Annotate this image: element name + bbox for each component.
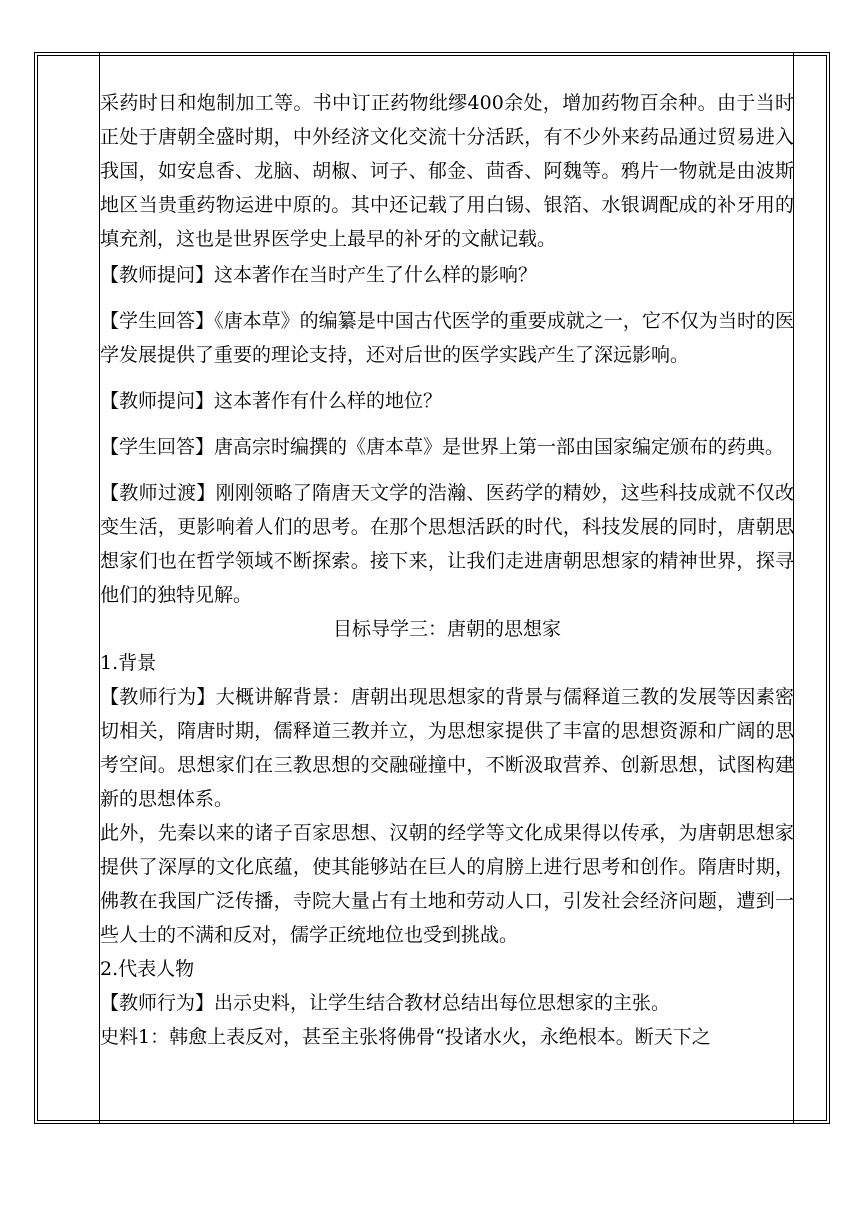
historical-source-1: 史料1：韩愈上表反对，甚至主张将佛骨“投诸水火，永绝根本。断天下之	[100, 1026, 711, 1048]
teacher-question-status: 【教师提问】这本著作有什么样的地位？	[100, 390, 443, 412]
teacher-question-influence: 【教师提问】这本著作在当时产生了什么样的影响？	[100, 264, 538, 286]
teacher-action-sources: 【教师行为】出示史料，让学生结合教材总结出每位思想家的主张。	[100, 992, 671, 1014]
lesson-content	[100, 86, 794, 1054]
paragraph-background-continued: 此外，先秦以来的诸子百家思想、汉朝的经学等文化成果得以传承，为唐朝思想家提供了深厚的文化底蕴，使其能够站在巨人的肩膀上进行思考和创作。隋唐时期，佛教在我国广泛传播，寺院大量占有土地和劳动人口，引发社会经济问题，遭到一些人士的不满和反对，儒学正统地位也受到挑战。	[100, 822, 794, 946]
student-answer-influence: 【学生回答】《唐本草》的编纂是中国古代医学的重要成就之一，它不仅为当时的医学发展提供了重要的理论支持，还对后世的医学实践产生了深远影响。	[100, 310, 794, 366]
section-heading-thinkers: 目标导学三：唐朝的思想家	[332, 618, 561, 640]
teacher-transition: 【教师过渡】刚刚领略了隋唐天文学的浩瀚、医药学的精妙，这些科技成就不仅改变生活，更影响着人们的思考。在那个思想活跃的时代，科技发展的同时，唐朝思想家们也在哲学领域不断探索。接下来，让我们走进唐朝思想家的精神世界，探寻他们的独特见解。	[100, 482, 794, 606]
subheading-representatives: 2.代表人物	[100, 958, 195, 980]
subheading-background: 1.背景	[100, 652, 157, 674]
paragraph-tang-bencao-detail: 采药时日和炮制加工等。书中订正药物纰缪400余处，增加药物百余种。由于当时正处于唐朝全盛时期，中外经济文化交流十分活跃，有不少外来药品通过贸易进入我国，如安息香、龙脑、胡椒、诃子、郁金、茴香、阿魏等。鸦片一物就是由波斯地区当贵重药物运进中原的。其中还记载了用白锡、银箔、水银调配成的补牙用的填充剂，这也是世界医学史上最早的补牙的文献记载。	[100, 92, 794, 250]
student-answer-status: 【学生回答】唐高宗时编撰的《唐本草》是世界上第一部由国家编定颁布的药典。	[100, 436, 785, 458]
teacher-action-background: 【教师行为】大概讲解背景：唐朝出现思想家的背景与儒释道三教的发展等因素密切相关，隋唐时期，儒释道三教并立，为思想家提供了丰富的思想资源和广阔的思考空间。思想家们在三教思想的交融碰撞中，不断汲取营养、创新思想，试图构建新的思想体系。	[100, 686, 794, 810]
